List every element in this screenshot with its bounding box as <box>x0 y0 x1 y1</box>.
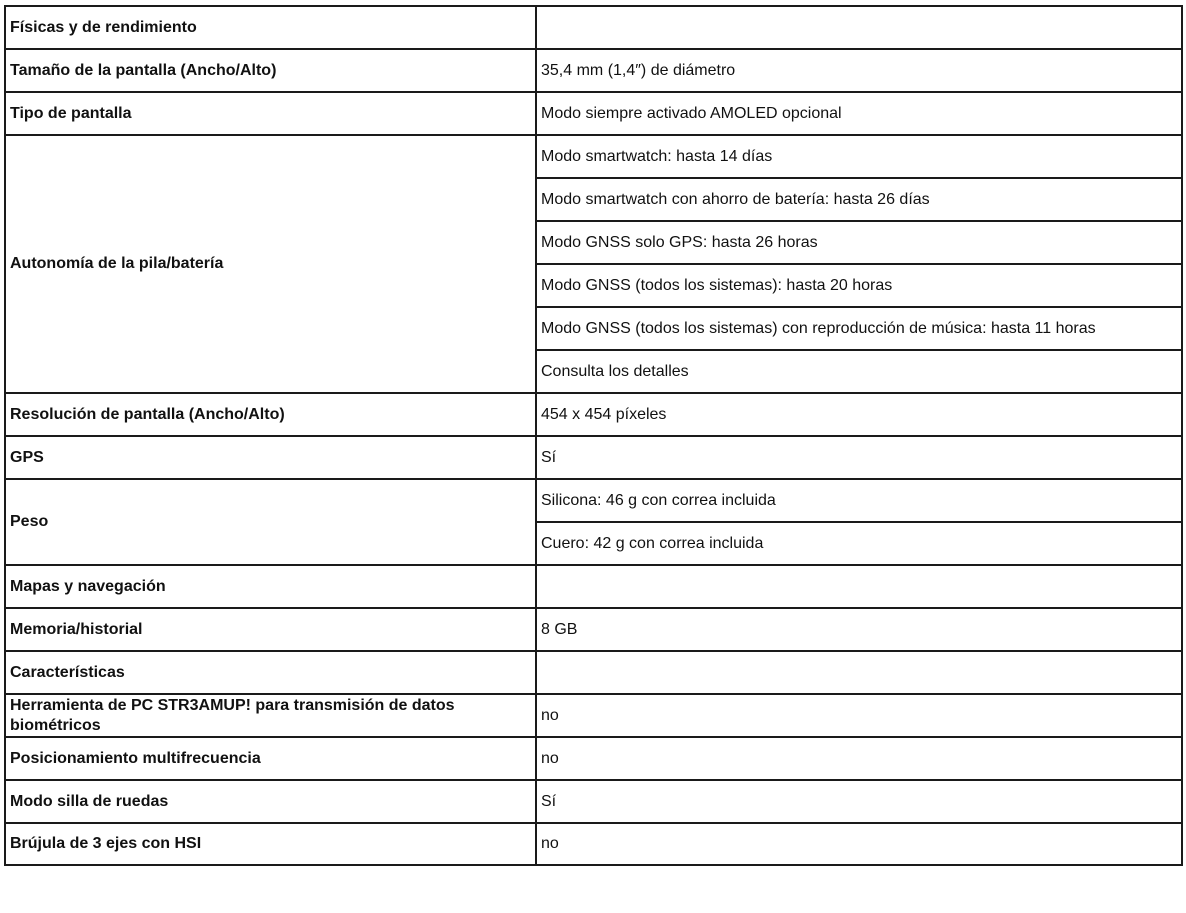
spec-value: Modo GNSS (todos los sistemas) con reproducción de música: hasta 11 horas <box>536 307 1182 350</box>
spec-value: Modo GNSS solo GPS: hasta 26 horas <box>536 221 1182 264</box>
spec-value: Modo smartwatch: hasta 14 días <box>536 135 1182 178</box>
table-row <box>5 49 1182 92</box>
spec-value: Silicona: 46 g con correa incluida <box>536 479 1182 522</box>
empty-cell <box>536 651 1182 694</box>
section-header-row <box>5 651 1182 694</box>
table-row <box>5 780 1182 823</box>
table-row <box>5 479 1182 522</box>
table-row <box>5 694 1182 737</box>
spec-label: GPS <box>5 436 536 479</box>
section-title: Físicas y de rendimiento <box>5 6 536 49</box>
spec-value: Sí <box>536 780 1182 823</box>
spec-value: Consulta los detalles <box>536 350 1182 393</box>
spec-label: Brújula de 3 ejes con HSI <box>5 823 536 865</box>
spec-label: Resolución de pantalla (Ancho/Alto) <box>5 393 536 436</box>
table-row <box>5 608 1182 651</box>
table-row <box>5 823 1182 865</box>
table-row <box>5 436 1182 479</box>
spec-value: Cuero: 42 g con correa incluida <box>536 522 1182 565</box>
spec-value: Sí <box>536 436 1182 479</box>
spec-table <box>4 5 1183 866</box>
spec-value: Modo GNSS (todos los sistemas): hasta 20 horas <box>536 264 1182 307</box>
spec-value: 35,4 mm (1,4″) de diámetro <box>536 49 1182 92</box>
spec-label: Peso <box>5 479 536 565</box>
spec-value: no <box>536 737 1182 780</box>
spec-label: Herramienta de PC STR3AMUP! para transmisión de datos biométricos <box>5 694 536 737</box>
spec-value: Modo siempre activado AMOLED opcional <box>536 92 1182 135</box>
spec-value: no <box>536 694 1182 737</box>
table-row <box>5 92 1182 135</box>
table-row <box>5 135 1182 178</box>
spec-value: 8 GB <box>536 608 1182 651</box>
empty-cell <box>536 565 1182 608</box>
spec-label: Tamaño de la pantalla (Ancho/Alto) <box>5 49 536 92</box>
spec-value: no <box>536 823 1182 865</box>
table-row <box>5 393 1182 436</box>
spec-label: Memoria/historial <box>5 608 536 651</box>
spec-label: Posicionamiento multifrecuencia <box>5 737 536 780</box>
section-title: Características <box>5 651 536 694</box>
table-row <box>5 737 1182 780</box>
empty-cell <box>536 6 1182 49</box>
spec-label: Autonomía de la pila/batería <box>5 135 536 393</box>
spec-label: Tipo de pantalla <box>5 92 536 135</box>
spec-label: Modo silla de ruedas <box>5 780 536 823</box>
spec-value: 454 x 454 píxeles <box>536 393 1182 436</box>
section-header-row <box>5 565 1182 608</box>
section-title: Mapas y navegación <box>5 565 536 608</box>
spec-value: Modo smartwatch con ahorro de batería: hasta 26 días <box>536 178 1182 221</box>
section-header-row <box>5 6 1182 49</box>
